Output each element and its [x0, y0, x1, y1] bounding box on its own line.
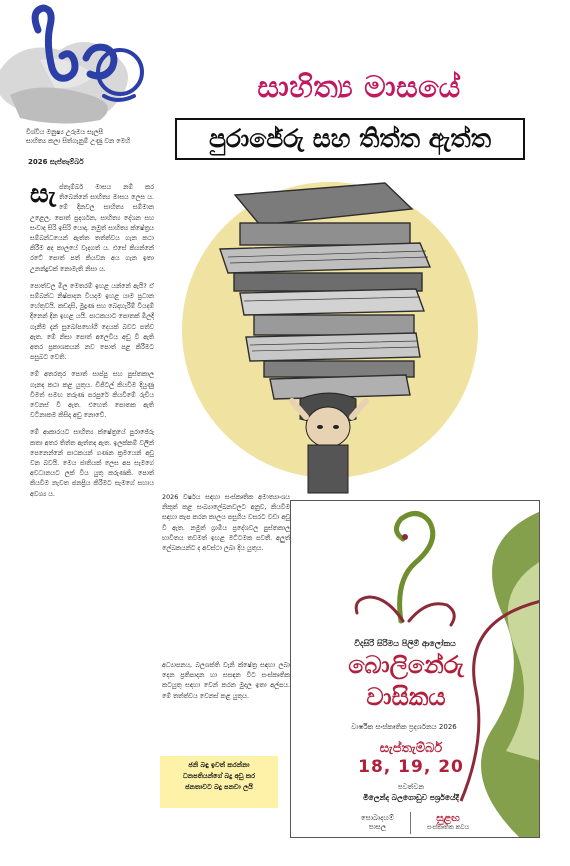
tagline-line-1: විශ්වීය මනුෂ්‍ය උරුමය සැලසී — [26, 128, 103, 136]
article-paragraph: පොත්වල මිල මෙතරම් ඉහළ යන්නේ ඇයි? ඒ සම්බන්ධ නිෂ්පාදන වියදම ඉහළ යාම ප්‍රධාන හේතුවයි. කඩදාසි, මුද්‍රණ සහ බෙදාහැරීම් වියදම් දිනෙන් දින ඉහළ යයි. පාඨකයාට පොතක් මිලදී ගැනීම දැන් සුඛෝපභෝගී දෙයක් බවට පත්ව ඇත. මේ නිසා පොත් අලෙවිය අඩු වී ඇති අතර ප්‍රකාශකයන් නව පොත් පළ කිරීමට පසුබට වෙති. — [30, 281, 154, 362]
book-stack-illustration — [180, 165, 480, 495]
pull-quote — [160, 756, 278, 808]
event-poster — [290, 500, 540, 838]
organiser-sobadaham — [361, 814, 394, 832]
article-dropcap: සැ — [30, 182, 56, 209]
organiser-name-line-2: පාසල — [368, 823, 387, 831]
article-column-left — [30, 182, 154, 858]
article-paragraph — [30, 182, 154, 274]
poster-venue: මිලෙන්ද බලගොඩුව පර්ශ්‍රයේදී — [363, 793, 459, 802]
poster-brand-line-1: බොලිනේරු — [348, 651, 464, 679]
organiser-sulanga-name: සුළඟ — [436, 813, 460, 824]
headline-title: පුරාජේරු සහ තිත්ත ඇත්ත — [208, 124, 492, 153]
article-paragraph: මේ ආකාරයට සාහිත්‍ය ක්ෂේත්‍රයේ පුරාජේරු කතා අතර තිත්ත ඇත්තද ඇත. ඉලක්කම් වලින් පෙනෙන්නේ පාඨකයන් ගණන ක්‍රමයෙන් අඩු වන බවයි. මෙය ජාතියක් ලෙස අප සැමගේ අවධානයට ලක් විය යුතු කරුණකි. පොත් කියවීම නැවත ජනප්‍රිය කිරීමට සැමගේ සහාය අවශ්‍ය ය. — [30, 428, 154, 498]
pull-quote-line-3: ජනතාවට බදු පනවා ලයි — [185, 783, 253, 791]
article-column-middle-lower — [162, 660, 290, 760]
article-paragraph: මේ අතරතුර පොත් සාප්පු සහ පුස්තකාල ගැනද කථා කළ යුතුය. ඩිජිටල් කියවීම දියුණු වීමත් සමඟ තරුණ පරපුරේ කියවීමේ රුචිය වෙනස් වී ඇත. එහෙත් පොතක ඇති වටිනාකම කිසිදා අඩු නොවේ. — [30, 370, 154, 420]
organiser-sulanga-subtitle: සංස්කෘතික කවය — [426, 824, 470, 831]
poster-brand-title — [341, 649, 471, 719]
publication-date: 2026 සැප්තැම්බර් — [28, 158, 84, 166]
poster-dates: 18, 19, 20 — [358, 757, 464, 777]
masthead-tagline — [26, 128, 175, 146]
pull-quote-line-1: ජනි බඳු ඉවත් කරන්නා — [188, 761, 250, 769]
poster-tagline: විදසිරි සිරිමය පිලිම් ආලෝකය — [354, 639, 456, 648]
poster-venue-label: පවත්වන — [397, 783, 425, 791]
organiser-sulanga — [427, 814, 469, 832]
tagline-line-2: සාහිත්‍ය කලා සිත්ගැනුම් උණු වන මෙහි — [26, 137, 131, 145]
masthead — [0, 0, 175, 172]
headline-kicker: සාහිත්‍ය මාසයේ — [257, 70, 461, 105]
poster-subtitle: වාර්ෂික සංස්කෘතික ප්‍රදර්ශනය 2026 — [351, 723, 457, 731]
organiser-divider — [410, 812, 411, 834]
masthead-logo-graphic — [0, 0, 175, 130]
poster-brand-line-2: වාසිකය — [366, 683, 446, 711]
poster-organisers — [291, 807, 539, 838]
pull-quote-line-2: ධනපතියන්ගේ බදු අඩු කර — [182, 772, 256, 780]
article-paragraph: අධ්‍යාපනය, බලශක්ති වැනි ක්ෂේත්‍ර සඳහා ලබා දෙන ප්‍රතිපාදන හා සසඳන විට සංස්කෘතික කටයුතු සඳහා වෙන් කරන මුදල ඉතා අල්පය. මේ තත්ත්වය වෙනස් කළ යුතුය. — [162, 661, 290, 700]
organiser-name-line-1: සොබාදහම් — [360, 814, 394, 822]
article-paragraph-text: ප්තැම්බර් මාසය නම් කර තිබෙන්නේ සාහිත්‍ය මාසය ලෙස ය. මේ දිනවල සාහිත්‍ය සම්මාන උළෙල, පොත් ප්‍රදර්ශන, සාහිත්‍ය දේශන සහ සංවාද සිරි ඉසිරි යොදා. නමුත් සාහිත්‍ය ක්ෂේත්‍රය සම්බන්ධයෙන් ඇත්ත තත්ත්වය ගැන කථා කිරීම අද කාලයේ වැදගත් ය. එසේ කියන්නේ රටේ පොත් පත් කියවන අය ගැන ඉතා උනන්දුවක් නොමැති නිසා ය. — [30, 183, 154, 273]
poster-month: සැප්තැම්බර් — [379, 741, 443, 756]
headline-box — [175, 118, 525, 160]
article-paragraph: 2026 වර්ෂය සඳහා සංස්කෘතික අමාත්‍යාංශය නිකුත් කළ සංඛ්‍යාලේඛනවලට අනුව, කියවීම සඳහා කැප කරන කාලය පසුගිය වසරට වඩා අඩු වී ඇත. නමුත් ග්‍රාමීය ප්‍රදේශවල පුස්තකාල භාවිතය තවමත් ඉහළ මට්ටමක පවතී. අලුත් ලේඛකයන්ට ද අවස්ථා ලබා දිය යුතුය. — [162, 493, 290, 553]
